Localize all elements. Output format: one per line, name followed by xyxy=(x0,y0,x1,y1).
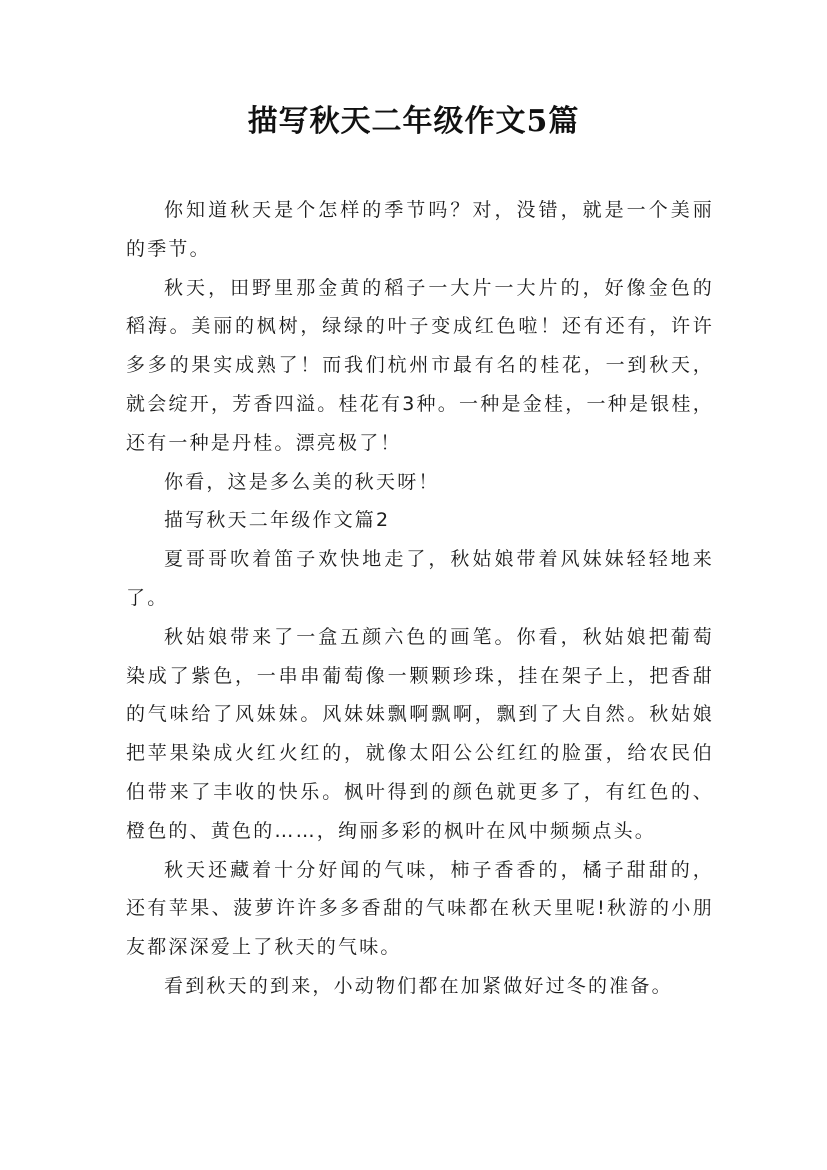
paragraph: 夏哥哥吹着笛子欢快地走了，秋姑娘带着风妹妹轻轻地来了。 xyxy=(126,548,714,609)
paragraph: 看到秋天的到来，小动物们都在加紧做好过冬的准备。 xyxy=(164,974,673,997)
paragraph: 你看，这是多么美的秋天呀！ xyxy=(164,470,440,493)
document-body xyxy=(126,191,714,1006)
paragraph: 你知道秋天是个怎样的季节吗？对，没错，就是一个美丽的季节。 xyxy=(126,199,714,260)
paragraph: 秋天，田野里那金黄的稻子一大片一大片的，好像金色的稻海。美丽的枫树，绿绿的叶子变成红色啦！还有还有，许许多多的果实成熟了！而我们杭州市最有名的桂花，一到秋天，就会绽开，芳香四溢。桂花有3种。一种是金桂，一种是银桂，还有一种是丹桂。漂亮极了！ xyxy=(126,276,714,454)
paragraph: 秋姑娘带来了一盒五颜六色的画笔。你看，秋姑娘把葡萄染成了紫色，一串串葡萄像一颗颗珍珠，挂在架子上，把香甜的气味给了风妹妹。风妹妹飘啊飘啊，飘到了大自然。秋姑娘把苹果染成火红火红的，就像太阳公公红红的脸蛋，给农民伯伯带来了丰收的快乐。枫叶得到的颜色就更多了，有红色的、橙色的、黄色的……，绚丽多彩的枫叶在风中频频点头。 xyxy=(126,625,714,842)
document-title: 描写秋天二年级作文5篇 xyxy=(247,104,580,139)
section-heading: 描写秋天二年级作文篇2 xyxy=(164,509,391,532)
paragraph: 秋天还藏着十分好闻的气味，柿子香香的，橘子甜甜的，还有苹果、菠萝许许多多香甜的气味都在秋天里呢!秋游的小朋友都深深爱上了秋天的气味。 xyxy=(126,858,714,959)
